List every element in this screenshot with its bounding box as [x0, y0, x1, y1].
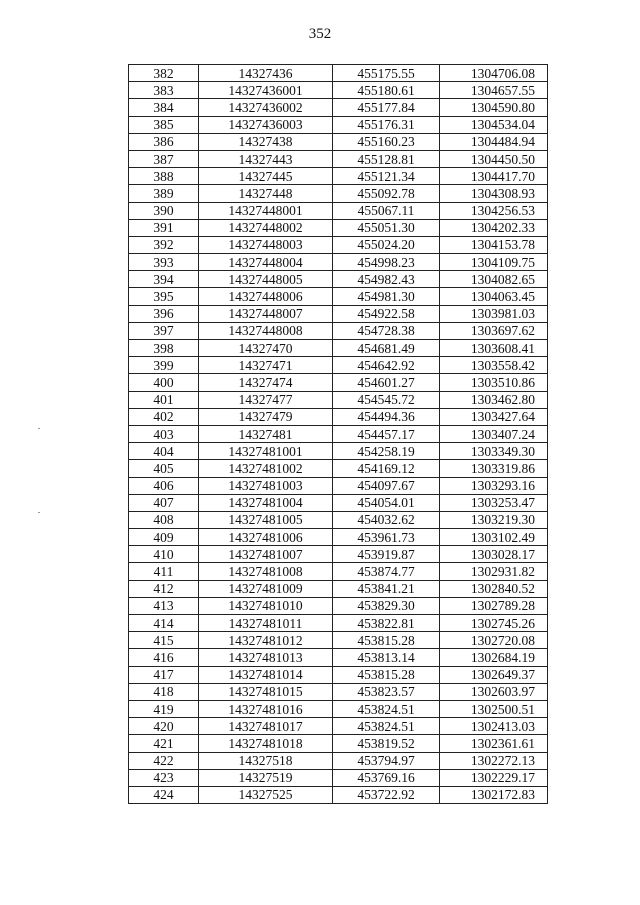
x-coordinate-cell: 454728.38 [333, 322, 440, 339]
y-coordinate-cell: 1304590.80 [440, 99, 548, 116]
table-row [129, 116, 548, 133]
row-number-cell: 391 [129, 219, 199, 236]
point-code-cell: 14327436 [199, 65, 333, 82]
y-coordinate-cell: 1302172.83 [440, 786, 548, 803]
row-number-cell: 383 [129, 82, 199, 99]
y-coordinate-cell: 1303028.17 [440, 546, 548, 563]
row-number-cell: 422 [129, 752, 199, 769]
x-coordinate-cell: 453815.28 [333, 666, 440, 683]
x-coordinate-cell: 454922.58 [333, 305, 440, 322]
table-row [129, 391, 548, 408]
point-code-cell: 14327436003 [199, 116, 333, 133]
row-number-cell: 399 [129, 357, 199, 374]
y-coordinate-cell: 1304450.50 [440, 150, 548, 167]
row-number-cell: 420 [129, 718, 199, 735]
x-coordinate-cell: 453829.30 [333, 597, 440, 614]
point-code-cell: 14327481001 [199, 443, 333, 460]
point-code-cell: 14327448003 [199, 236, 333, 253]
row-number-cell: 402 [129, 408, 199, 425]
point-code-cell: 14327481010 [199, 597, 333, 614]
y-coordinate-cell: 1304082.65 [440, 271, 548, 288]
point-code-cell: 14327481017 [199, 718, 333, 735]
point-code-cell: 14327448007 [199, 305, 333, 322]
row-number-cell: 397 [129, 322, 199, 339]
row-number-cell: 393 [129, 254, 199, 271]
row-number-cell: 409 [129, 529, 199, 546]
point-code-cell: 14327448005 [199, 271, 333, 288]
table-row [129, 580, 548, 597]
y-coordinate-cell: 1304202.33 [440, 219, 548, 236]
table-row [129, 425, 548, 442]
y-coordinate-cell: 1302229.17 [440, 769, 548, 786]
row-number-cell: 387 [129, 150, 199, 167]
table-row [129, 597, 548, 614]
row-number-cell: 384 [129, 99, 199, 116]
table-row [129, 546, 548, 563]
x-coordinate-cell: 453794.97 [333, 752, 440, 769]
x-coordinate-cell: 453919.87 [333, 546, 440, 563]
point-code-cell: 14327443 [199, 150, 333, 167]
y-coordinate-cell: 1302684.19 [440, 649, 548, 666]
x-coordinate-cell: 453722.92 [333, 786, 440, 803]
table-row [129, 752, 548, 769]
point-code-cell: 14327481009 [199, 580, 333, 597]
y-coordinate-cell: 1302840.52 [440, 580, 548, 597]
y-coordinate-cell: 1302500.51 [440, 700, 548, 717]
x-coordinate-cell: 455051.30 [333, 219, 440, 236]
point-code-cell: 14327481014 [199, 666, 333, 683]
point-code-cell: 14327519 [199, 769, 333, 786]
point-code-cell: 14327481016 [199, 700, 333, 717]
y-coordinate-cell: 1303407.24 [440, 425, 548, 442]
x-coordinate-cell: 453815.28 [333, 632, 440, 649]
y-coordinate-cell: 1303608.41 [440, 340, 548, 357]
point-code-cell: 14327448006 [199, 288, 333, 305]
y-coordinate-cell: 1302413.03 [440, 718, 548, 735]
point-code-cell: 14327481013 [199, 649, 333, 666]
table-row [129, 494, 548, 511]
row-number-cell: 415 [129, 632, 199, 649]
x-coordinate-cell: 454169.12 [333, 460, 440, 477]
point-code-cell: 14327481011 [199, 615, 333, 632]
row-number-cell: 396 [129, 305, 199, 322]
y-coordinate-cell: 1304706.08 [440, 65, 548, 82]
table-row [129, 357, 548, 374]
point-code-cell: 14327474 [199, 374, 333, 391]
table-row [129, 65, 548, 82]
table-row [129, 649, 548, 666]
point-code-cell: 14327477 [199, 391, 333, 408]
point-code-cell: 14327470 [199, 340, 333, 357]
point-code-cell: 14327481 [199, 425, 333, 442]
table-row [129, 632, 548, 649]
table-row [129, 271, 548, 288]
row-number-cell: 401 [129, 391, 199, 408]
row-number-cell: 400 [129, 374, 199, 391]
table-row [129, 443, 548, 460]
x-coordinate-cell: 455092.78 [333, 185, 440, 202]
x-coordinate-cell: 454457.17 [333, 425, 440, 442]
x-coordinate-cell: 455067.11 [333, 202, 440, 219]
y-coordinate-cell: 1303253.47 [440, 494, 548, 511]
x-coordinate-cell: 454981.30 [333, 288, 440, 305]
row-number-cell: 414 [129, 615, 199, 632]
point-code-cell: 14327481005 [199, 511, 333, 528]
table-row [129, 202, 548, 219]
y-coordinate-cell: 1304153.78 [440, 236, 548, 253]
row-number-cell: 418 [129, 683, 199, 700]
point-code-cell: 14327481006 [199, 529, 333, 546]
row-number-cell: 421 [129, 735, 199, 752]
y-coordinate-cell: 1304534.04 [440, 116, 548, 133]
point-code-cell: 14327448002 [199, 219, 333, 236]
point-code-cell: 14327481015 [199, 683, 333, 700]
margin-mark [38, 512, 40, 513]
row-number-cell: 417 [129, 666, 199, 683]
point-code-cell: 14327525 [199, 786, 333, 803]
x-coordinate-cell: 453961.73 [333, 529, 440, 546]
x-coordinate-cell: 453823.57 [333, 683, 440, 700]
y-coordinate-cell: 1304308.93 [440, 185, 548, 202]
margin-mark [38, 428, 40, 429]
page-number: 352 [308, 26, 332, 42]
x-coordinate-cell: 453824.51 [333, 700, 440, 717]
x-coordinate-cell: 453769.16 [333, 769, 440, 786]
table-row [129, 666, 548, 683]
table-row [129, 82, 548, 99]
table-row [129, 185, 548, 202]
y-coordinate-cell: 1303510.86 [440, 374, 548, 391]
row-number-cell: 398 [129, 340, 199, 357]
y-coordinate-cell: 1302649.37 [440, 666, 548, 683]
x-coordinate-cell: 454545.72 [333, 391, 440, 408]
y-coordinate-cell: 1303319.86 [440, 460, 548, 477]
table-row [129, 374, 548, 391]
x-coordinate-cell: 454982.43 [333, 271, 440, 288]
x-coordinate-cell: 454601.27 [333, 374, 440, 391]
row-number-cell: 423 [129, 769, 199, 786]
table-row [129, 254, 548, 271]
point-code-cell: 14327518 [199, 752, 333, 769]
table-row [129, 700, 548, 717]
y-coordinate-cell: 1302361.61 [440, 735, 548, 752]
table-row [129, 683, 548, 700]
row-number-cell: 385 [129, 116, 199, 133]
row-number-cell: 394 [129, 271, 199, 288]
row-number-cell: 390 [129, 202, 199, 219]
x-coordinate-cell: 455175.55 [333, 65, 440, 82]
row-number-cell: 407 [129, 494, 199, 511]
table-row [129, 288, 548, 305]
y-coordinate-cell: 1303102.49 [440, 529, 548, 546]
y-coordinate-cell: 1303981.03 [440, 305, 548, 322]
table-row [129, 408, 548, 425]
point-code-cell: 14327481003 [199, 477, 333, 494]
point-code-cell: 14327481007 [199, 546, 333, 563]
point-code-cell: 14327481012 [199, 632, 333, 649]
table-row [129, 340, 548, 357]
row-number-cell: 406 [129, 477, 199, 494]
x-coordinate-cell: 455128.81 [333, 150, 440, 167]
y-coordinate-cell: 1302745.26 [440, 615, 548, 632]
x-coordinate-cell: 455177.84 [333, 99, 440, 116]
x-coordinate-cell: 454998.23 [333, 254, 440, 271]
table-row [129, 563, 548, 580]
x-coordinate-cell: 454054.01 [333, 494, 440, 511]
x-coordinate-cell: 455176.31 [333, 116, 440, 133]
point-code-cell: 14327436001 [199, 82, 333, 99]
table-row [129, 99, 548, 116]
x-coordinate-cell: 453824.51 [333, 718, 440, 735]
x-coordinate-cell: 454494.36 [333, 408, 440, 425]
y-coordinate-cell: 1304657.55 [440, 82, 548, 99]
y-coordinate-cell: 1304256.53 [440, 202, 548, 219]
table-row [129, 529, 548, 546]
x-coordinate-cell: 453841.21 [333, 580, 440, 597]
row-number-cell: 416 [129, 649, 199, 666]
x-coordinate-cell: 453874.77 [333, 563, 440, 580]
row-number-cell: 405 [129, 460, 199, 477]
table-row [129, 511, 548, 528]
table-row [129, 236, 548, 253]
x-coordinate-cell: 453819.52 [333, 735, 440, 752]
coordinates-table [128, 64, 548, 804]
coordinates-table-body [129, 65, 548, 804]
table-row [129, 735, 548, 752]
point-code-cell: 14327445 [199, 168, 333, 185]
row-number-cell: 411 [129, 563, 199, 580]
row-number-cell: 408 [129, 511, 199, 528]
x-coordinate-cell: 455121.34 [333, 168, 440, 185]
table-row [129, 150, 548, 167]
row-number-cell: 413 [129, 597, 199, 614]
y-coordinate-cell: 1303697.62 [440, 322, 548, 339]
x-coordinate-cell: 455160.23 [333, 133, 440, 150]
y-coordinate-cell: 1304417.70 [440, 168, 548, 185]
table-row [129, 460, 548, 477]
point-code-cell: 14327448 [199, 185, 333, 202]
table-row [129, 168, 548, 185]
row-number-cell: 388 [129, 168, 199, 185]
row-number-cell: 419 [129, 700, 199, 717]
row-number-cell: 404 [129, 443, 199, 460]
y-coordinate-cell: 1303462.80 [440, 391, 548, 408]
point-code-cell: 14327448001 [199, 202, 333, 219]
y-coordinate-cell: 1304484.94 [440, 133, 548, 150]
row-number-cell: 386 [129, 133, 199, 150]
x-coordinate-cell: 454258.19 [333, 443, 440, 460]
table-row [129, 786, 548, 803]
point-code-cell: 14327481002 [199, 460, 333, 477]
point-code-cell: 14327448008 [199, 322, 333, 339]
point-code-cell: 14327479 [199, 408, 333, 425]
row-number-cell: 403 [129, 425, 199, 442]
table-row [129, 718, 548, 735]
y-coordinate-cell: 1302720.08 [440, 632, 548, 649]
table-row [129, 219, 548, 236]
x-coordinate-cell: 454642.92 [333, 357, 440, 374]
row-number-cell: 382 [129, 65, 199, 82]
y-coordinate-cell: 1303349.30 [440, 443, 548, 460]
y-coordinate-cell: 1303219.30 [440, 511, 548, 528]
row-number-cell: 395 [129, 288, 199, 305]
row-number-cell: 412 [129, 580, 199, 597]
table-row [129, 769, 548, 786]
y-coordinate-cell: 1303427.64 [440, 408, 548, 425]
point-code-cell: 14327448004 [199, 254, 333, 271]
row-number-cell: 424 [129, 786, 199, 803]
x-coordinate-cell: 455024.20 [333, 236, 440, 253]
x-coordinate-cell: 455180.61 [333, 82, 440, 99]
x-coordinate-cell: 453813.14 [333, 649, 440, 666]
x-coordinate-cell: 454032.62 [333, 511, 440, 528]
x-coordinate-cell: 453822.81 [333, 615, 440, 632]
point-code-cell: 14327436002 [199, 99, 333, 116]
point-code-cell: 14327481018 [199, 735, 333, 752]
table-row [129, 305, 548, 322]
y-coordinate-cell: 1303558.42 [440, 357, 548, 374]
y-coordinate-cell: 1302931.82 [440, 563, 548, 580]
point-code-cell: 14327481008 [199, 563, 333, 580]
x-coordinate-cell: 454681.49 [333, 340, 440, 357]
y-coordinate-cell: 1303293.16 [440, 477, 548, 494]
y-coordinate-cell: 1302789.28 [440, 597, 548, 614]
point-code-cell: 14327471 [199, 357, 333, 374]
point-code-cell: 14327481004 [199, 494, 333, 511]
y-coordinate-cell: 1304109.75 [440, 254, 548, 271]
y-coordinate-cell: 1302603.97 [440, 683, 548, 700]
point-code-cell: 14327438 [199, 133, 333, 150]
x-coordinate-cell: 454097.67 [333, 477, 440, 494]
row-number-cell: 392 [129, 236, 199, 253]
table-row [129, 615, 548, 632]
y-coordinate-cell: 1302272.13 [440, 752, 548, 769]
table-row [129, 133, 548, 150]
table-row [129, 477, 548, 494]
y-coordinate-cell: 1304063.45 [440, 288, 548, 305]
row-number-cell: 410 [129, 546, 199, 563]
row-number-cell: 389 [129, 185, 199, 202]
table-row [129, 322, 548, 339]
